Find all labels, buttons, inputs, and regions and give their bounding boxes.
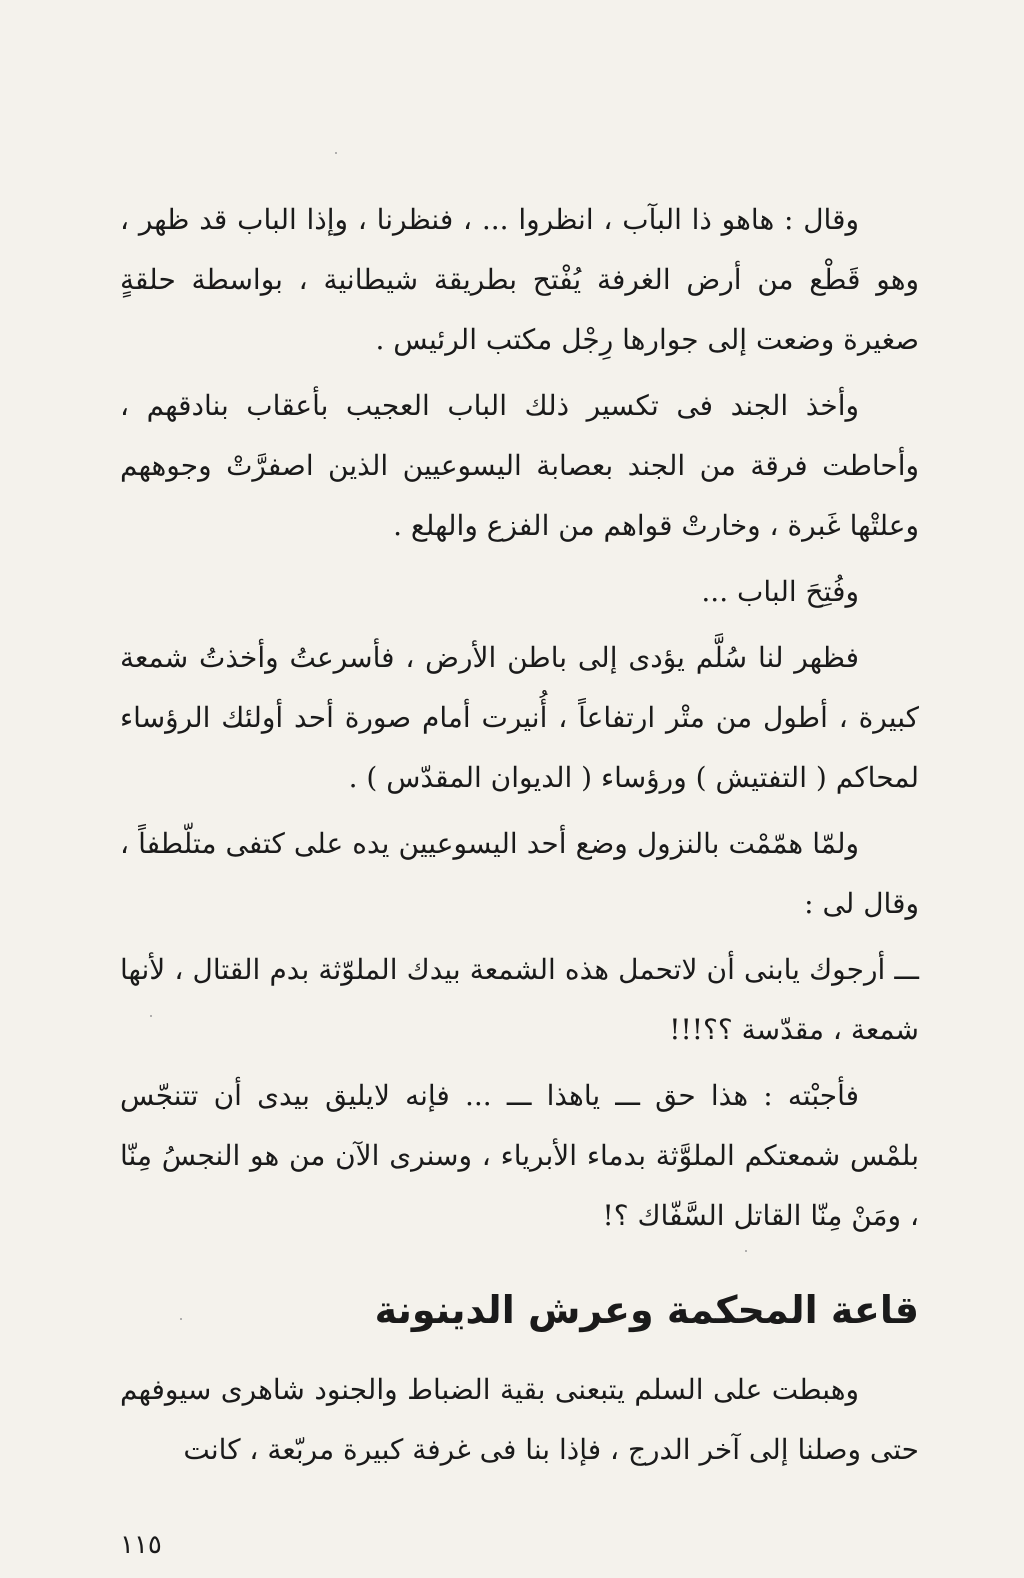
paragraph-staircase-candle: فظهر لنا سُلَّم يؤدى إلى باطن الأرض ، فأسرعتُ وأخذتُ شمعة كبيرة ، أطول من متْر ارتفاعاً ، أُنيرت أمام صورة أحد أولئك الرؤساء لمحاكم ( التفتيش ) ورؤساء ( الديوان المقدّس ) . [120, 641, 919, 794]
paper-speck [745, 1250, 747, 1252]
section-heading: قاعة المحكمة وعرش الدينونة [374, 1288, 919, 1332]
paper-speck [150, 1015, 152, 1017]
paper-speck [180, 1318, 182, 1320]
paragraph-descending-stairs: وهبطت على السلم يتبعنى بقية الضباط والجنود شاهرى سيوفهم حتى وصلنا إلى آخر الدرج ، فإذا بنا فى غرفة كبيرة مربّعة ، كانت [120, 1373, 919, 1466]
page-number: ١١٥ [120, 1530, 162, 1560]
paragraph-soldiers-breaking-door: وأخذ الجند فى تكسير ذلك الباب العجيب بأعقاب بنادقهم ، وأحاطت فرقة من الجند بعصابة اليسوعيين الذين اصفرَّتْ وجوههم وعلتْها غَبرة ، وخارتْ قواهم من الفزع والهلع . [120, 389, 919, 542]
paragraph-door-revealed: وقال : هاهو ذا البآب ، انظروا ... ، فنظرنا ، وإذا الباب قد ظهر ، وهو قَطْع من أرض الغرفة يُفْتح بطريقة شيطانية ، بواسطة حلقةٍ صغيرة وضعت إلى جوارها رِجْل مكتب الرئيس . [120, 203, 919, 356]
paragraph-door-opened: وفُتِحَ الباب ... [701, 575, 859, 608]
body-text [120, 190, 919, 1486]
paragraph-jesuit-shoulder: ولمّا همّمْت بالنزول وضع أحد اليسوعيين يده على كتفى متلّطفاً ، وقال لى : [120, 827, 919, 920]
paragraph-reply: فأجبْته : هذا حق ـــ ياهذا ـــ ... فإنه لايليق بيدى أن تتنجّس بلمْس شمعتكم الملوَّثة بدماء الأبرياء ، وسنرى الآن من هو النجسُ مِنّا ، ومَنْ مِنّا القاتل السَّفّاك ؟! [120, 1079, 919, 1232]
paper-speck [335, 152, 337, 154]
paragraph-jesuit-plea: ـــ أرجوك يابنى أن لاتحمل هذه الشمعة بيدك الملوّثة بدم القتال ، لأنها شمعة ، مقدّسة ؟؟!!! [120, 953, 919, 1046]
